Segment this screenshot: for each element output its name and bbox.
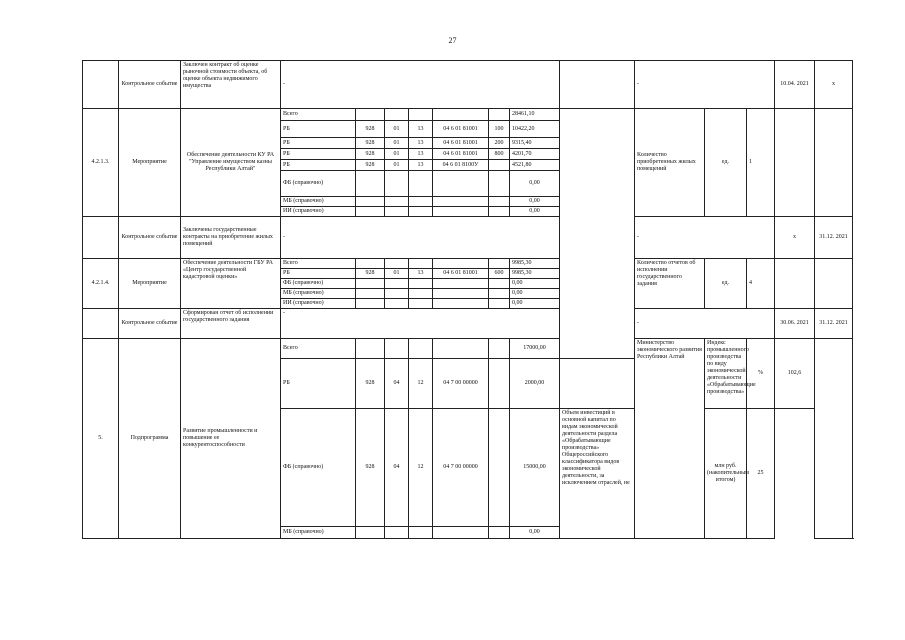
fin-sum: 0,00 [510,299,560,309]
date-cell [815,339,853,539]
fin-csr [433,197,489,207]
date-cell [815,259,853,309]
fin-csr [433,279,489,289]
fin-sum: 9985,30 [510,259,560,269]
fin-vr [489,197,510,207]
event-name: Сформирован отчет об исполнении государственного задания [181,309,281,339]
indicator-value: 4 [747,259,775,309]
fin-vr: 100 [489,121,510,138]
event-date-1: 30.06. 2021 [775,309,815,339]
fin-source: ИИ (справочно) [281,207,356,217]
fin-sum: 4521,80 [510,160,560,171]
fin-csr: 04 6 01 81001 [433,149,489,160]
fin-sum: 0,00 [510,279,560,289]
fin-pr [409,197,433,207]
fin-rz: 04 [385,409,409,527]
item-type: Мероприятие [119,109,181,217]
fin-source: РБ [281,269,356,279]
fin-vr [489,409,510,527]
fin-pr: 13 [409,149,433,160]
indicator-value: 25 [747,409,775,539]
event-name: Заключен контракт об оценке рыночной стоимости объекта, об оценке объекта недвижимого имущества [181,61,281,109]
fin-source: МБ (справочно) [281,527,356,539]
fin-source: РБ [281,138,356,149]
item-code: 5. [83,339,119,539]
fin-source: ФБ (справочно) [281,171,356,197]
fin-vr: 600 [489,269,510,279]
indicator-name: Количество приобретенных жилых помещений [635,109,705,217]
indicator-name: Объем инвестиций в основной капитал по видам экономической деятельности раздела «Обрабатывающие производства» Общероссийского классификатора видов экономической деятельности, за исключением отраслей, не [560,409,635,539]
table-row [83,217,853,259]
finance-dash: - [281,217,560,259]
fin-source: МБ (справочно) [281,197,356,207]
indicator-unit: ед. [705,259,747,309]
fin-sum: 15000,00 [510,409,560,527]
fin-pr [409,259,433,269]
table-row [83,309,853,339]
fin-source: ИИ (справочно) [281,299,356,309]
finance-dash: - [281,309,560,339]
fin-rz [385,527,409,539]
fin-vr [489,171,510,197]
fin-vr [489,289,510,299]
fin-sum: 9315,40 [510,138,560,149]
indicator-dash: - [635,309,775,339]
item-code: 4.2.1.4. [83,259,119,309]
fin-pr: 13 [409,269,433,279]
executor-cell [560,61,635,109]
fin-rz: 01 [385,138,409,149]
fin-source: Всего [281,109,356,121]
fin-sum: 0,00 [510,527,560,539]
fin-source: Всего [281,339,356,359]
fin-rz [385,207,409,217]
indicator-dash: - [635,217,775,259]
fin-pr [409,207,433,217]
fin-pr: 12 [409,409,433,527]
fin-vr [489,527,510,539]
fin-rz [385,299,409,309]
event-date-2: x [815,61,853,109]
fin-csr [433,109,489,121]
table-row [83,61,853,109]
indicator-value: 1 [747,109,775,217]
fin-vr [489,259,510,269]
fin-sum: 0,00 [510,197,560,207]
fin-grbs [356,289,385,299]
fin-pr [409,339,433,359]
fin-vr: 800 [489,149,510,160]
fin-source: РБ [281,121,356,138]
fin-csr: 04 6 01 81001 [433,121,489,138]
fin-csr [433,259,489,269]
fin-sum: 28461,10 [510,109,560,121]
fin-sum: 0,00 [510,289,560,299]
fin-csr [433,527,489,539]
fin-pr: 12 [409,359,433,409]
page-number: 27 [448,36,457,45]
fin-csr [433,289,489,299]
fin-pr: 13 [409,160,433,171]
fin-sum: 9985,30 [510,269,560,279]
executor: Министерство экономического развития Республики Алтай [635,339,705,539]
program-table [82,60,853,539]
date-cell [815,109,853,217]
item-name: Обеспечение деятельности ГБУ РА «Центр государственной кадастровой оценки» [181,259,281,309]
fin-source: РБ [281,160,356,171]
table-row [83,259,853,269]
date-cell [775,259,815,309]
event-type: Контрольное событие [119,309,181,339]
fin-vr [489,359,510,409]
fin-grbs [356,339,385,359]
fin-sum: 0,00 [510,171,560,197]
indicator-name: Количество отчетов об исполнении государственного задания [635,259,705,309]
fin-pr: 13 [409,138,433,149]
executor-cell [560,109,635,359]
code-cell [83,217,119,259]
fin-source: РБ [281,149,356,160]
fin-vr [489,299,510,309]
fin-source: ФБ (справочно) [281,409,356,527]
fin-csr: 04 7 00 00000 [433,409,489,527]
fin-vr [489,160,510,171]
fin-sum: 17000,00 [510,339,560,359]
fin-pr [409,527,433,539]
table-row [83,339,853,359]
fin-csr: 04 6 01 81001 [433,138,489,149]
fin-rz [385,339,409,359]
fin-rz [385,259,409,269]
fin-grbs: 928 [356,149,385,160]
fin-grbs [356,171,385,197]
event-date-2: 31.12. 2021 [815,217,853,259]
fin-csr [433,207,489,217]
code-cell [83,309,119,339]
fin-rz: 01 [385,149,409,160]
indicator-value: 102,6 [775,339,815,409]
indicator-name: Индекс промышленного производства по виду экономической деятельности «Обрабатывающие производства» [705,339,747,409]
fin-vr [489,207,510,217]
fin-vr [489,339,510,359]
fin-vr: 200 [489,138,510,149]
table-row [83,109,853,121]
indicator-unit: млн руб. (накопительным итогом) [705,409,747,539]
fin-rz: 01 [385,160,409,171]
fin-rz [385,289,409,299]
fin-pr [409,289,433,299]
fin-pr [409,171,433,197]
indicator-unit: % [747,339,775,409]
fin-grbs: 928 [356,359,385,409]
code-cell [83,61,119,109]
fin-vr [489,109,510,121]
event-type: Контрольное событие [119,217,181,259]
date-cell [775,109,815,217]
fin-sum: 2000,00 [510,359,560,409]
fin-csr [433,299,489,309]
event-date-1: x [775,217,815,259]
fin-rz: 04 [385,359,409,409]
fin-grbs [356,299,385,309]
event-name: Заключены государственные контракты на приобретение жилых помещений [181,217,281,259]
fin-grbs: 928 [356,409,385,527]
fin-pr [409,279,433,289]
finance-dash: - [281,61,560,109]
fin-rz [385,109,409,121]
fin-csr: 04 7 00 00000 [433,359,489,409]
fin-source: РБ [281,359,356,409]
fin-grbs: 928 [356,121,385,138]
indicator-dash: - [635,61,775,109]
item-name: Развитие промышленности и повышение ее конкурентоспособности [181,339,281,539]
event-date-1: 10.04. 2021 [775,61,815,109]
item-code: 4.2.1.3. [83,109,119,217]
fin-csr [433,339,489,359]
fin-grbs [356,279,385,289]
indicator-unit: ед. [705,109,747,217]
item-type: Подпрограмма [119,339,181,539]
fin-grbs [356,527,385,539]
fin-rz: 01 [385,269,409,279]
event-type: Контрольное событие [119,61,181,109]
fin-grbs [356,207,385,217]
fin-rz [385,279,409,289]
fin-sum: 0,00 [510,207,560,217]
item-name: Обеспечение деятельности КУ РА "Управление имуществом казны Республики Алтай" [181,109,281,217]
fin-sum: 4201,70 [510,149,560,160]
fin-pr [409,299,433,309]
fin-sum: 10422,20 [510,121,560,138]
fin-grbs [356,259,385,269]
fin-rz [385,171,409,197]
event-date-2: 31.12. 2021 [815,309,853,339]
item-type: Мероприятие [119,259,181,309]
fin-pr: 13 [409,121,433,138]
fin-vr [489,279,510,289]
fin-pr [409,109,433,121]
fin-rz: 01 [385,121,409,138]
fin-grbs: 928 [356,138,385,149]
fin-source: Всего [281,259,356,269]
fin-rz [385,197,409,207]
fin-grbs [356,197,385,207]
fin-grbs [356,109,385,121]
fin-grbs: 928 [356,160,385,171]
fin-grbs: 928 [356,269,385,279]
fin-csr [433,171,489,197]
fin-csr: 04 6 01 8100У [433,160,489,171]
fin-source: МБ (справочно) [281,289,356,299]
fin-csr: 04 6 01 81001 [433,269,489,279]
fin-source: ФБ (справочно) [281,279,356,289]
